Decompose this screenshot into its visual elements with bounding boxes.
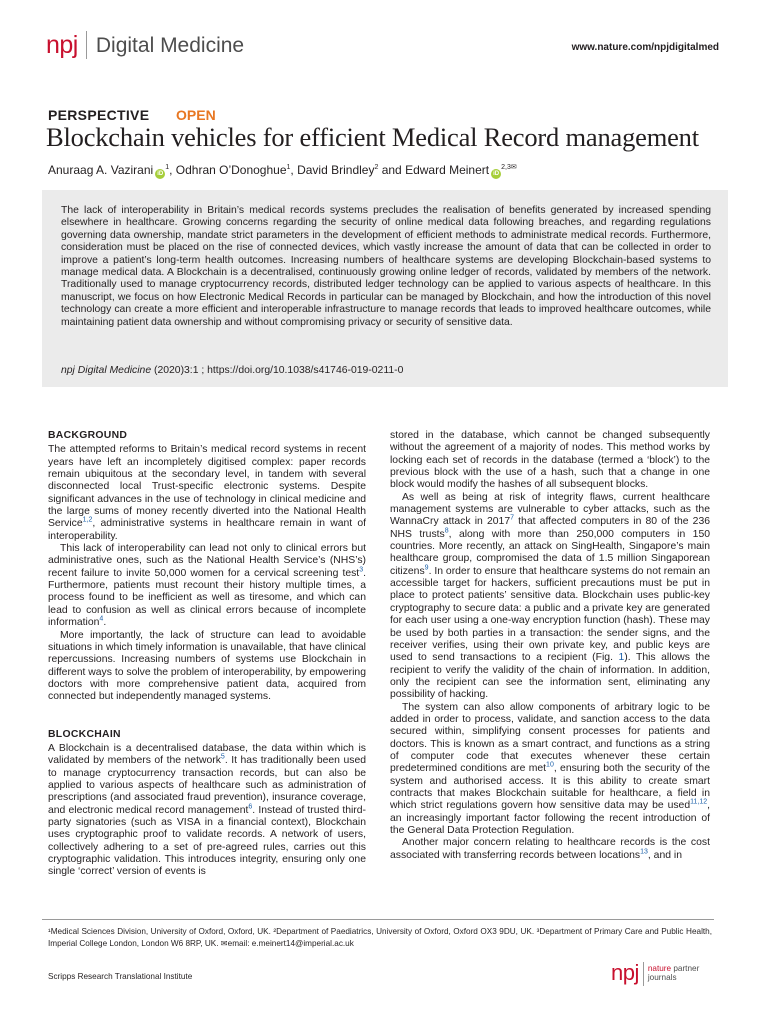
open-access-badge: OPEN [176, 107, 216, 123]
figure-link[interactable]: 1 [618, 652, 625, 664]
paragraph: The attempted reforms to Britain’s medical record systems in recent years have left an incompletely digitised complex: paper records remain ubiquitous at the secondary level, in tandem with several disconnected local Trust-specific electronic systems. Despite significant advances in the use of technology in clinical medicine and the large sums of money recently diverted into the National Health Service$^{1,2}$, administrative systems in healthcare remain in want of interoperability. [48, 444, 366, 542]
paragraph: The system can also allow components of arbitrary logic to be added in order to process, validate, and sanction access to the data secured within, simplifying consent processes for patients and doctors. This is known as a smart contract, and functions as a string of computer code that executes whenever these certain predetermined conditions are met$^{10}$, ensuring both the security of the system and authorised access. It is this ability to create smart contracts that makes Blockchain suitable for healthcare, a field in which strict regulations govern how sensitive data may be used$^{11,12}$, an increasingly important factor following the recent introduction of the General Data Protection Regulation. [390, 701, 710, 836]
reference-link[interactable]: 8 [444, 527, 449, 535]
orcid-icon[interactable]: iD [493, 171, 500, 177]
paragraph: Another major concern relating to healthcare records is the cost associated with transferring records between locations$^{13}$, and in [390, 837, 710, 861]
article-title: Blockchain vehicles for efficient Medical Record management [46, 122, 699, 152]
reference-link[interactable]: 5 [220, 753, 225, 761]
reference-link[interactable]: 1,2 [82, 516, 93, 524]
paragraph: More importantly, the lack of structure can lead to avoidable situations in which timely information is unavailable, that have clinical repercussions. Increasing numbers of systems use Blockchain in different ways to solve the problem of interoperability, by empowering doctors with more comprehensive patient data, acquired from connected but independently managed systems. [48, 629, 366, 703]
reference-link[interactable]: 3 [359, 566, 364, 574]
publisher-name: Scripps Research Translational Institute [48, 972, 193, 981]
section-heading-background: BACKGROUND [48, 430, 128, 441]
paragraph: As well as being at risk of integrity flaws, current healthcare management systems are vulnerable to cyber attacks, such as the WannaCry attack in 2017$^7$ that affected computers in 80 of the 236 NHS trusts$^8$, along with more than 250,000 computers in 150 countries. More recently, an attack on SingHealth, Singapore’s main healthcare group, compromised the data of 1.5 million Singaporean citizens$^9$. In order to ensure that healthcare systems do not remain an accessible target for hackers, sufficient precautions must be put in place to protect patients’ sensitive data. Blockchain uses public-key cryptography to secure data: a public and a private key are generated for each user using a one-way encryption function (hash). These may be used by both parties in a transaction: the sender signs, and the receiver verifies, using their own private key, and public keys are used to send transactions to a recipient (Fig. 1). This allows the recipient to verify the validity of the chain of information. In addition, only the recipient can see the information sent, eliminating any possibility of hacking. [390, 491, 711, 701]
orcid-icon[interactable]: iD [157, 171, 164, 177]
reference-link[interactable]: 13 [640, 848, 648, 856]
author-name[interactable]: and Edward Meinert [378, 163, 490, 177]
author-name[interactable]: Anuraag A. Vazirani [48, 163, 154, 177]
section-heading-blockchain: BLOCKCHAIN [48, 728, 121, 740]
journal-logo[interactable] [46, 30, 244, 60]
citation-doi[interactable]: (2020)3:1 ; https://doi.org/10.1038/s41746-019-0211-0 [151, 365, 404, 376]
author-name[interactable]: , David Brindley [290, 163, 375, 177]
article-type-label: PERSPECTIVE [48, 107, 150, 123]
affiliations-footnote: ¹Medical Sciences Division, University of Oxford, Oxford, UK. ²Department of Paediatrics, University of Oxford, Oxford OX3 9DU, UK. ³Department of Primary Care and Public Health, Imperial College London, London W6 8RP, UK. ✉email: e.meinert14@imperial.ac.uk [48, 927, 712, 948]
site-url-link[interactable]: www.nature.com/npjdigitalmed [571, 42, 719, 53]
abstract-text: The lack of interoperability in Britain’s medical records systems precludes the realisation of benefits generated by increased spending elsewhere in healthcare. Growing concerns regarding the security of online medical data following breaches, and regarding regulations governing data ownership, mandate strict parameters in the development of efficient methods to administrate medical records. Furthermore, consideration must be placed on the rise of connected devices, which vastly increase the amount of data that can be collected in order to improve a patient’s long-term health outcomes. Increasing numbers of healthcare systems are developing Blockchain-based systems to manage medical data. A Blockchain is a decentralised, continuously growing online ledger of records, validated by members of the network. Traditionally used to manage cryptocurrency records, distributed ledger technology can be applied to various aspects of healthcare. In this manuscript, we focus on how Electronic Medical Records in particular can be managed by Blockchain, and how the introduction of this novel technology can create a more efficient and interoperable infrastructure to manage records that leads to improved healthcare outcomes, while maintaining patient data ownership and without compromising privacy or security of sensitive data. [61, 205, 711, 328]
reference-link[interactable]: 9 [424, 564, 429, 572]
affiliation-ref: 1 [286, 164, 291, 171]
logo-divider [643, 962, 644, 986]
paragraph: A Blockchain is a decentralised database, the data within which is validated by members of the network$^5$. It has traditionally been used to manage cryptocurrency transaction records, but can also be applied to various aspects of healthcare such as administration of prescriptions (and associated fraud prevention), insurance coverage, and electronic medical record management$^6$. Instead of trusted third-party signatories (such as VISA in a financial context), Blockchain uses cryptographic proof to validate records. A network of users, collectively adhering to a set of pre-agreed rules, carries out this cryptographic validation. This introduces integrity, ensuring only one single ‘correct’ version of events is [48, 742, 367, 878]
reference-link[interactable]: 10 [546, 761, 554, 769]
logo-divider [86, 31, 87, 59]
left-column [48, 430, 366, 879]
journal-name: Digital Medicine [95, 33, 245, 57]
nature-partner-journals-logo[interactable] [611, 962, 699, 986]
footnote-divider [42, 919, 714, 920]
reference-link[interactable]: 7 [510, 514, 515, 522]
npj-logo-text: npj [611, 960, 639, 985]
affiliation-ref: 2 [374, 164, 379, 171]
author-list [48, 163, 517, 179]
affiliation-ref: 2,3✉ [501, 164, 517, 171]
partner-journals-text: nature partner journals [647, 964, 700, 982]
npj-logo-text: npj [46, 30, 78, 59]
paragraph: This lack of interoperability can lead not only to clinical errors but administrative ones, such as the National Health Service’s (NHS’s) recent failure to invite 50,000 women for a cervical screening test$^3$. Furthermore, patients must recount their history multiple times, a process found to be inefficient as well as tiresome, and which can lead to confusion as well as clinical errors because of incomplete information$^4$. [48, 543, 366, 629]
reference-link[interactable]: 4 [99, 615, 104, 623]
reference-link[interactable]: 11,12 [690, 798, 708, 806]
paragraph: stored in the database, which cannot be changed subsequently without the agreement of a majority of nodes. This method works by locking each set of records in the database (termed a ‘block’) to the previous block with the use of a hash, such that a change in one block would modify the hashes of all subsequent blocks. [390, 430, 710, 491]
affiliation-ref: 1 [165, 164, 170, 171]
author-name[interactable]: , Odhran O’Donoghue [169, 163, 287, 177]
citation-line [61, 365, 403, 376]
citation-journal: npj Digital Medicine [61, 365, 152, 376]
right-column [390, 430, 710, 862]
reference-link[interactable]: 6 [248, 803, 253, 811]
